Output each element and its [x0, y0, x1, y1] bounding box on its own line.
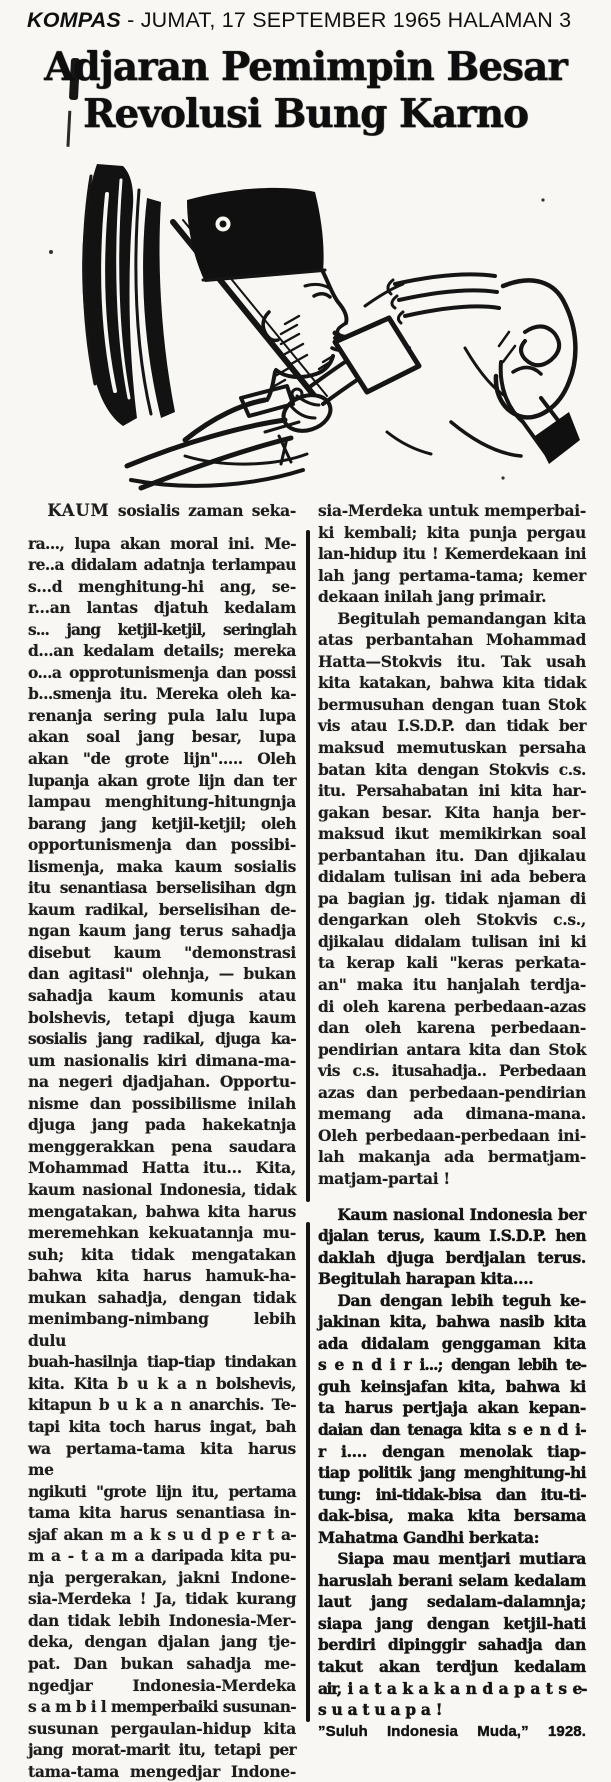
- article-line: r i.... dengan menolak tiap-: [318, 1441, 586, 1461]
- article-line: sosialis jang radikal, djuga ka-: [28, 1029, 296, 1049]
- article-line: maksud ikut memikirkan soal: [318, 824, 586, 844]
- article-line: Dan dengan lebih teguh ke-: [337, 1290, 586, 1310]
- article-line: ”Suluh Indonesia Muda,” 1928.: [318, 1722, 586, 1740]
- feather-drape: [82, 164, 175, 426]
- newspaper-brand: KOMPAS: [27, 8, 121, 32]
- column-rule-lower: [306, 1222, 310, 1722]
- article-paragraph: [318, 1721, 586, 1743]
- article-line: berdiri dipinggir sahadja dan: [318, 1635, 586, 1655]
- headline: [0, 44, 611, 138]
- article-paragraph: [318, 500, 586, 608]
- article-line: jang morat-marit itu, tetapi per: [28, 1740, 296, 1760]
- article-line: tama-tama mengedjar Indone-: [28, 1761, 296, 1781]
- article-line: s e n d i r i...; dengan lebih te-: [318, 1355, 586, 1375]
- article-line: nja pergerakan, jakni Indone-: [28, 1567, 296, 1587]
- article-line: memang ada dimana-mana.: [318, 1104, 586, 1124]
- masthead-dateline: - JUMAT, 17 SEPTEMBER 1965 HALAMAN 3: [120, 8, 572, 32]
- article-line: matjam-partai !: [318, 1168, 450, 1188]
- article-line: lampau menghitung-hitungnja: [28, 792, 296, 812]
- article-paragraph: [318, 1548, 586, 1720]
- article-line: air, i a t a k a k a n d a p a t s e-: [318, 1678, 586, 1698]
- article-line: renanja sering pula lalu lupa: [28, 705, 296, 725]
- article-line: ngedjar Indonesia-Merdeka: [28, 1675, 296, 1695]
- article-line: laut jang sedalam-dalamnja;: [318, 1592, 586, 1612]
- article-line: pendirian antara kita dan Stok: [318, 1039, 586, 1059]
- article-line: siapa jang dengan ketjil-hati: [318, 1613, 586, 1633]
- article-line: s a m b i l memperbaiki susunan-: [28, 1697, 296, 1717]
- article-line: pat. Dan bukan sahadja me-: [28, 1653, 296, 1673]
- article-line: ngikuti "grote lijn itu, pertama: [28, 1481, 296, 1501]
- article-line: d...an kedalam details; mereka: [28, 641, 296, 661]
- article-line: ada didalam genggaman kita: [318, 1333, 586, 1353]
- article-line: dengarkan oleh Stokvis c.s.,: [318, 910, 586, 930]
- article-line: ta kerap kali "keras perkata-: [318, 953, 586, 973]
- article-line: na negeri djadjahan. Opportu-: [28, 1072, 296, 1092]
- article-line: mengatakan, bahwa kita harus: [28, 1201, 296, 1221]
- lead-word: KAUM: [47, 501, 110, 520]
- article-line: kita katakan, bahwa kita tidak: [318, 673, 586, 693]
- article-line: deka, dengan djalan jang tje-: [28, 1632, 296, 1652]
- article-line: daian dan tenaga kita s e n d i-: [318, 1419, 586, 1439]
- article-line: menimbang-nimbang lebih dulu: [28, 1309, 296, 1350]
- article-line: ta harus pertjaja akan kepan-: [318, 1398, 586, 1418]
- article-line: r...an lantas djatuh kedalam: [28, 598, 296, 618]
- article-line: jakinan kita, bahwa nasib kita: [318, 1312, 586, 1332]
- article-paragraph: [318, 1290, 586, 1549]
- article-line: mukan sahadja, dengan tidak: [28, 1287, 296, 1307]
- article-line: sahadja kaum komunis atau: [28, 986, 296, 1006]
- article-line: haruslah berani selam kedalam: [318, 1570, 586, 1590]
- article-line: sia-Merdeka ! Ja, tidak kurang: [28, 1589, 296, 1609]
- article-line: akan soal jang besar, lupa: [28, 727, 296, 747]
- face-profile: [263, 272, 354, 388]
- article-line: azas dan perbedaan-pendirian: [318, 1082, 586, 1102]
- article-line: didalam tulisan ini ada bebera: [318, 867, 586, 887]
- article-line: sia-Merdeka untuk memperbai-: [318, 501, 586, 520]
- article-line: vis c.s. itusahadja.. Perbedaan: [318, 1061, 586, 1081]
- article-line: lan-hidup itu ! Kemerdekaan ini: [318, 544, 586, 564]
- article-line: djikalau didalam tulisan ini ki: [318, 931, 586, 951]
- article-line: pa bagian jg. tidak njaman di: [318, 888, 586, 908]
- column-rule-upper: [306, 530, 310, 1202]
- article-line: dekaan inilah jang primair.: [318, 587, 547, 607]
- article-line: disebut kaum "demonstrasi: [28, 942, 296, 962]
- article-line: Oleh perbedaan-perbedaan ini-: [318, 1125, 586, 1145]
- article-line: bahwa kita harus hamuk-ha-: [28, 1266, 296, 1286]
- article-paragraph: [318, 608, 586, 1190]
- article-line: lah makanja ada bermatjam-: [318, 1147, 586, 1167]
- raised-arm-cuff: [311, 318, 419, 404]
- article-line: s...d menghitung-hi ang, se-: [28, 576, 296, 596]
- article-line: bermusuhan dengan tuan Stok: [318, 694, 586, 714]
- article-line: s... jang ketjil-ketjil, seringlah: [28, 619, 296, 639]
- headline-line-2: Revolusi Bung Karno: [82, 91, 529, 137]
- article-line: an" maka itu hanjalah terdja-: [318, 975, 586, 995]
- article-line: djalan terus, kaum I.S.D.P. hen: [318, 1226, 586, 1246]
- article-paragraph: [318, 1204, 586, 1290]
- article-line: Kaum nasional Indonesia ber: [337, 1204, 586, 1224]
- article-line: itu. Persahabatan ini kita har-: [318, 781, 586, 801]
- article-line: atas perbantahan Mohammad: [318, 630, 586, 650]
- article-line: dan tidak lebih Indonesia-Mer-: [28, 1610, 296, 1630]
- article-line: Hatta—Stokvis itu. Tak usah: [318, 651, 586, 671]
- article-line: KAUM sosialis zaman seka-: [47, 501, 296, 520]
- article-line: daklah djuga berdjalan terus.: [318, 1247, 586, 1267]
- article-line: o...a opprotunismenja dan possi: [28, 662, 296, 682]
- article-line: re..a didalam adatnja terlampau: [28, 555, 296, 575]
- article-line: maksud memutuskan persaha: [318, 738, 586, 758]
- article-line: susunan pergaulan-hidup kita: [28, 1718, 296, 1738]
- article-line: kitapun b u k a n anarchis. Te-: [28, 1395, 296, 1415]
- headline-line-1: Adjaran Pemimpin Besar: [44, 44, 567, 90]
- article-line: tung: ini-tidak-bisa dan itu-ti-: [318, 1484, 586, 1504]
- article-line: takut akan terdjun kedalam: [318, 1656, 586, 1676]
- bung-karno-illustration: [35, 136, 580, 496]
- article-line: buah-hasilnja tiap-tiap tindakan: [28, 1352, 296, 1372]
- article-line: gakan besar. Kita hanja ber-: [318, 802, 586, 822]
- article-line: ngan kaum jang terus sahadja: [28, 921, 296, 941]
- masthead: [27, 7, 571, 33]
- article-line: dak-bisa, maka kita bersama: [318, 1506, 586, 1526]
- article-line: meremehkan kekuatannja mu-: [28, 1223, 296, 1243]
- article-line: Mahatma Gandhi berkata:: [318, 1527, 540, 1547]
- article-paragraph: [28, 500, 296, 1782]
- article-column-right: [318, 500, 586, 1742]
- article-line: um nasionalis kiri dimana-ma-: [28, 1050, 296, 1070]
- article-line: b...smenja itu. Mereka oleh ka-: [28, 684, 296, 704]
- article-line: bolshevis, tetapi djuga kaum: [28, 1007, 296, 1027]
- article-line: guh keinsjafan kita, bahwa ki: [318, 1376, 586, 1396]
- bung-karno-sketch: [35, 136, 580, 496]
- article-line: menggerakkan pena saudara: [28, 1136, 296, 1156]
- article-line: kaum nasional Indonesia, tidak: [28, 1179, 296, 1199]
- article-line: akan "de grote lijn"..... Oleh: [28, 749, 296, 769]
- article-line: batan kita dengan Stokvis c.s.: [318, 759, 586, 779]
- article-line: dan agitasi" olehnja, — bukan: [28, 964, 296, 984]
- article-line: kaum radikal, berselisihan de-: [28, 899, 296, 919]
- article-line: Siapa mau mentjari mutiara: [337, 1549, 586, 1569]
- article-line: lupanja akan grote lijn dan ter: [28, 770, 296, 790]
- article-line: lah jang pertama-tama; kemer: [318, 565, 586, 585]
- article-line: s u a t u a p a !: [318, 1700, 443, 1720]
- article-line: opportunismenja dan possibi-: [28, 835, 296, 855]
- article-line: wa pertama-tama kita harus me: [28, 1438, 296, 1480]
- article-line: barang jang ketjil-ketjil; oleh: [28, 813, 296, 833]
- peci-cap: [187, 188, 325, 282]
- article-line: ki kembali; kita punja pergau: [318, 522, 586, 542]
- article-line: djuga jang pada hakekatnja: [28, 1115, 296, 1135]
- article-line: suh; kita tidak mengatakan: [28, 1244, 296, 1264]
- article-line: sjaf akan m a k s u d p e r t a-: [28, 1524, 296, 1544]
- article-line: m a - t a m a daripada kita pu-: [28, 1546, 296, 1566]
- article-line: perbantahan itu. Dan djikalau: [318, 845, 586, 865]
- article-line: vis atau I.S.D.P. dan tidak ber: [318, 716, 586, 736]
- article-line: tama kita harus senantiasa in-: [28, 1503, 296, 1523]
- article-line: itu senantiasa berselisihan dgn: [28, 878, 296, 898]
- article-line: tapi kita toch harus ingat, bah: [28, 1416, 296, 1436]
- article-column-left: [28, 500, 296, 1782]
- article-line: di oleh karena perbedaan-azas: [318, 996, 586, 1016]
- article-line: Begitulah pemandangan kita: [337, 608, 586, 628]
- article-line: kita. Kita b u k a n bolshevis,: [28, 1373, 296, 1393]
- article-line: Mohammad Hatta itu... Kita,: [28, 1158, 296, 1178]
- article-line: dan oleh karena perbedaan-: [318, 1018, 586, 1038]
- article-line: tiap politik jang menghitung-hi: [318, 1463, 586, 1483]
- article-line: Begitulah harapan kita....: [318, 1269, 534, 1289]
- article-line: lismenja, maka kaum sosialis: [28, 856, 296, 876]
- article-line: nisme dan possibilisme inilah: [28, 1093, 296, 1113]
- article-line: ra..., lupa akan moral ini. Me-: [28, 533, 296, 553]
